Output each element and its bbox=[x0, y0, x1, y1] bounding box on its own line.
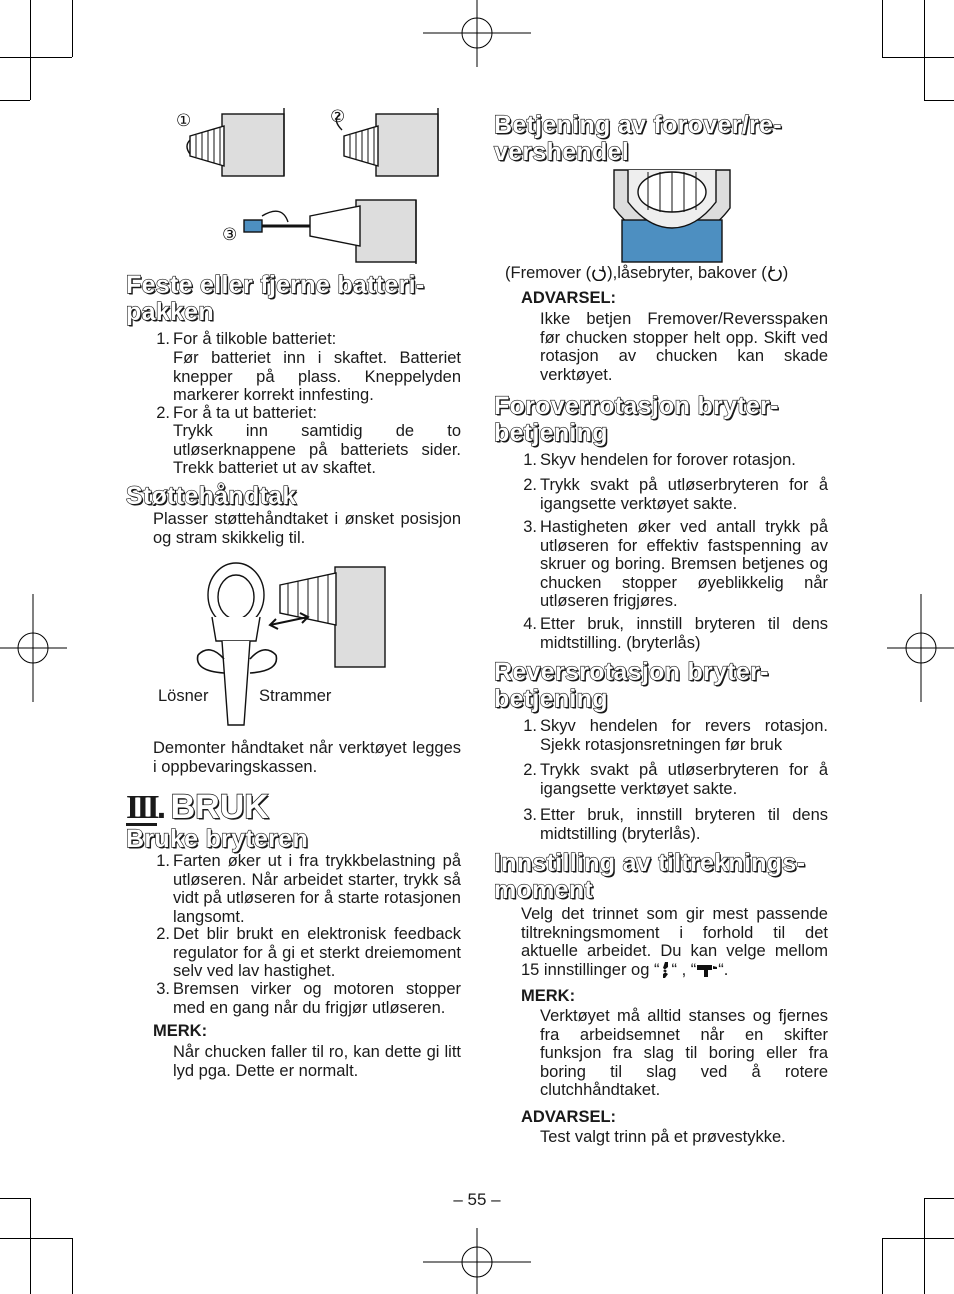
loosen-label: Lösner bbox=[158, 687, 209, 705]
step-3-label: ③ bbox=[222, 225, 238, 244]
step-1-label: ① bbox=[176, 111, 192, 130]
section-title: BRUK bbox=[170, 788, 269, 826]
tighten-label: Strammer bbox=[259, 687, 332, 705]
lever-illustration bbox=[608, 168, 738, 264]
reverse-title: Reversrotasjon bryter- betjening bbox=[494, 658, 769, 713]
section-numeral: III bbox=[126, 789, 157, 826]
section-heading: III. BRUK bbox=[126, 788, 269, 826]
torque-note-text: Verktøyet må alltid stanses og fjernes fra arbeidsemnet når en skifter funksjon fra slag til boring eller fra boring til slag ved å rotere clutchhåndtaket. bbox=[540, 1007, 828, 1100]
forward-title: Foroverrotasjon bryter- betjening bbox=[494, 392, 779, 447]
rotate-clockwise-icon bbox=[591, 265, 607, 281]
battery-item-1-body: Før batteriet inn i skaftet. Batteriet knepper på plass. Kneppelyden markerer korrekt innfesting. bbox=[173, 349, 461, 405]
rotate-counterclockwise-icon bbox=[767, 265, 783, 281]
handle-note: Demonter håndtaket når verktøyet legges i oppbevaringskassen. bbox=[153, 739, 461, 776]
battery-title: Feste eller fjerne batteri- pakken bbox=[126, 271, 425, 326]
drill-mode-icon bbox=[660, 961, 672, 979]
lever-title: Betjening av forover/re- vershendel bbox=[494, 111, 782, 166]
hammer-mode-icon bbox=[696, 962, 718, 978]
torque-warning-text: Test valgt trinn på et prøvestykke. bbox=[540, 1128, 786, 1146]
torque-title: Innstilling av tiltreknings- moment bbox=[494, 849, 806, 904]
handle-text: Plasser støttehåndtaket i ønsket posisjon og stram skikkelig til. bbox=[153, 510, 461, 547]
torque-note-label: MERK: bbox=[521, 987, 576, 1005]
switch-note-text: Når chucken faller til ro, kan dette gi litt lyd pga. Dette er normalt. bbox=[173, 1043, 461, 1080]
page-number: – 55 – bbox=[453, 1190, 501, 1209]
switch-note-label: MERK: bbox=[153, 1022, 208, 1040]
battery-illustration bbox=[170, 104, 450, 266]
lever-caption: (Fremover ( ),låsebryter, bakover ( ) bbox=[505, 264, 789, 282]
step-2-label: ② bbox=[330, 107, 346, 126]
torque-text: Velg det trinnet som gir mest passende tiltrekningsmoment i forhold til det aktuelle arbeidet. Du kan velge mellom 15 innstillinger og “ “ , “ “. bbox=[521, 905, 828, 979]
torque-warning-label: ADVARSEL: bbox=[521, 1108, 617, 1126]
lever-warning-text: Ikke betjen Fremover/Reversspaken før chucken stopper helt opp. Skift ved rotasjon av chucken kan skade verktøyet. bbox=[540, 310, 828, 384]
battery-item-2-body: Trykk inn samtidig de to utløserknappene på batteriets sider. Trekk batteriet ut av skaftet. bbox=[173, 422, 461, 478]
lever-warning-label: ADVARSEL: bbox=[521, 289, 617, 307]
handle-title: Støttehåndtak bbox=[126, 482, 297, 510]
switch-title: Bruke bryteren bbox=[126, 825, 309, 853]
